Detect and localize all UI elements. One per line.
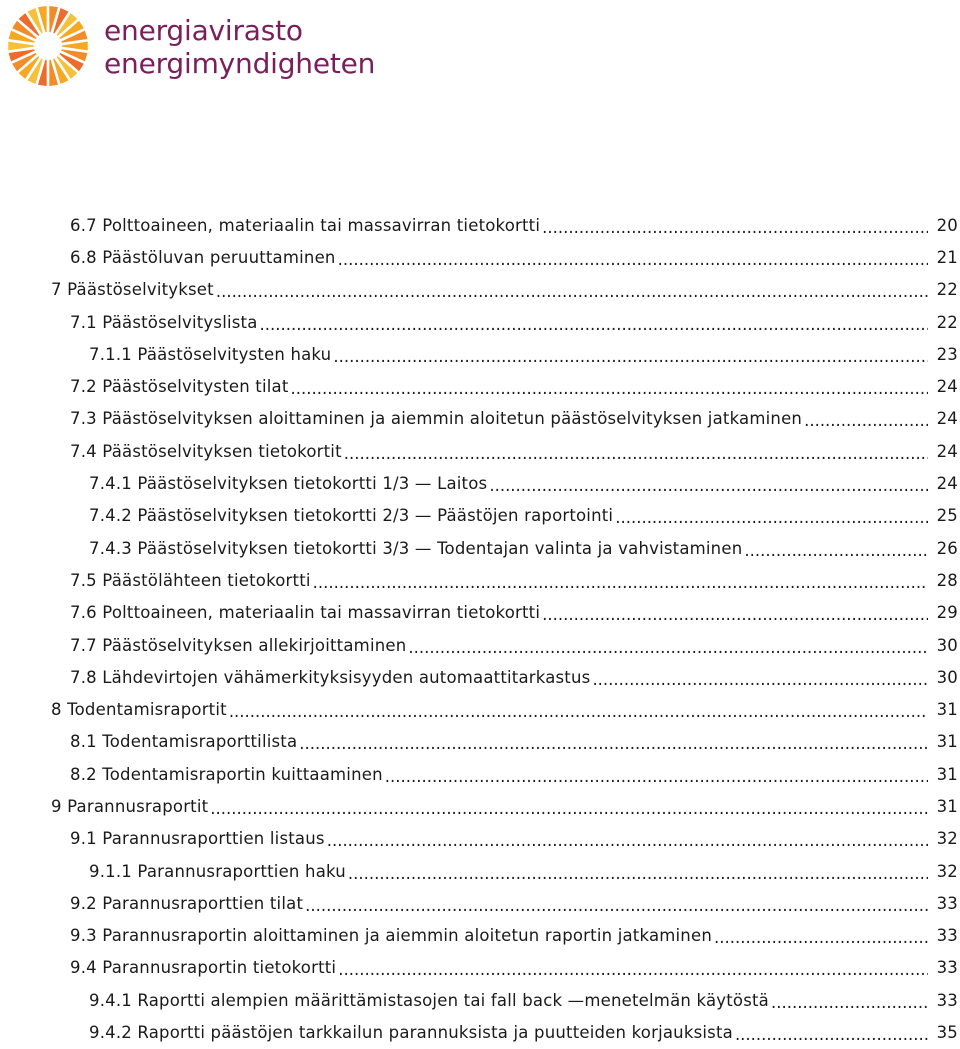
toc-dot-leader (771, 993, 928, 1012)
toc-entry-title: 6.8 Päästöluvan peruuttaminen (70, 247, 336, 267)
toc-dot-leader (385, 767, 928, 786)
page-header (0, 0, 960, 100)
sun-ray (8, 42, 34, 51)
toc-entry-title: 9.4.2 Raportti päästöjen tarkkailun parannuksista ja puutteiden korjauksista (89, 1023, 733, 1043)
toc-entry[interactable] (0, 790, 960, 822)
toc-dot-leader (338, 250, 928, 269)
toc-entry[interactable] (0, 693, 960, 725)
toc-dot-leader (542, 605, 928, 624)
toc-entry[interactable] (0, 532, 960, 564)
organization-logo-text (104, 14, 375, 80)
toc-dot-leader (542, 218, 928, 237)
toc-dot-leader (592, 670, 928, 689)
toc-entry[interactable] (0, 370, 960, 402)
toc-entry-page-number: 30 (936, 635, 958, 655)
toc-entry[interactable] (0, 403, 960, 435)
toc-entry-title: 9.1.1 Parannusraporttien haku (89, 861, 346, 881)
toc-dot-leader (210, 799, 928, 818)
toc-dot-leader (291, 379, 928, 398)
toc-dot-leader (489, 476, 928, 495)
toc-entry-title: 9.2 Parannusraporttien tilat (70, 893, 304, 913)
toc-entry[interactable] (0, 241, 960, 273)
toc-entry-page-number: 21 (936, 247, 958, 267)
toc-entry-title: 9.4 Parannusraportin tietokortti (70, 958, 337, 978)
toc-dot-leader (299, 734, 928, 753)
toc-entry-title: 7.8 Lähdevirtojen vähämerkityksisyyden automaattitarkastus (70, 667, 591, 687)
toc-entry-page-number: 31 (936, 732, 958, 752)
toc-dot-leader (305, 896, 928, 915)
toc-entry-page-number: 24 (936, 409, 958, 429)
toc-dot-leader (333, 347, 928, 366)
toc-entry-page-number: 24 (936, 441, 958, 461)
toc-entry-page-number: 30 (936, 667, 958, 687)
toc-dot-leader (348, 864, 928, 883)
toc-entry-title: 7.1.1 Päästöselvitysten haku (89, 344, 332, 364)
toc-entry-page-number: 33 (936, 926, 958, 946)
toc-dot-leader (744, 541, 928, 560)
toc-entry-page-number: 26 (936, 538, 958, 558)
toc-entry-page-number: 31 (936, 764, 958, 784)
toc-entry-title: 7.2 Päästöselvitysten tilat (70, 377, 289, 397)
toc-entry-page-number: 32 (936, 861, 958, 881)
toc-dot-leader (229, 702, 928, 721)
toc-entry[interactable] (0, 338, 960, 370)
toc-dot-leader (344, 444, 928, 463)
toc-entry-page-number: 25 (936, 506, 958, 526)
toc-dot-leader (327, 831, 928, 850)
toc-entry[interactable] (0, 661, 960, 693)
toc-entry-page-number: 22 (936, 280, 958, 300)
toc-dot-leader (313, 573, 928, 592)
toc-entry[interactable] (0, 887, 960, 919)
logo-line-sv: energimyndigheten (104, 47, 376, 80)
toc-entry[interactable] (0, 435, 960, 467)
toc-entry-page-number: 31 (936, 700, 958, 720)
toc-entry-title: 7.4.3 Päästöselvityksen tietokortti 3/3 — Todentajan valinta ja vahvistaminen (89, 538, 743, 558)
toc-entry-page-number: 20 (936, 215, 958, 235)
sun-ray (62, 42, 88, 51)
toc-entry[interactable] (0, 855, 960, 887)
toc-entry-title: 7.5 Päästölähteen tietokortti (70, 570, 311, 590)
toc-entry-title: 9.1 Parannusraporttien listaus (70, 829, 325, 849)
table-of-contents (0, 209, 960, 1049)
toc-entry-page-number: 33 (936, 958, 958, 978)
toc-entry-page-number: 24 (936, 377, 958, 397)
toc-entry-title: 7.4 Päästöselvityksen tietokortit (70, 441, 342, 461)
toc-entry-title: 7 Päästöselvitykset (51, 280, 214, 300)
toc-dot-leader (216, 282, 928, 301)
toc-entry[interactable] (0, 564, 960, 596)
toc-entry-title: 7.4.1 Päästöselvityksen tietokortti 1/3 — Laitos (89, 474, 488, 494)
toc-dot-leader (615, 508, 928, 527)
toc-dot-leader (408, 638, 928, 657)
toc-entry-page-number: 28 (936, 570, 958, 590)
toc-entry[interactable] (0, 920, 960, 952)
toc-entry[interactable] (0, 1016, 960, 1048)
toc-dot-leader (804, 411, 928, 430)
toc-dot-leader (338, 960, 928, 979)
toc-entry-page-number: 33 (936, 893, 958, 913)
toc-entry[interactable] (0, 209, 960, 241)
toc-entry-title: 9.4.1 Raportti alempien määrittämistasojen tai fall back —menetelmän käytöstä (89, 990, 769, 1010)
toc-entry[interactable] (0, 984, 960, 1016)
toc-dot-leader (714, 928, 928, 947)
toc-entry[interactable] (0, 823, 960, 855)
toc-entry-page-number: 35 (936, 1023, 958, 1043)
toc-entry-title: 7.1 Päästöselvityslista (70, 312, 258, 332)
sun-logo-icon (6, 4, 90, 88)
toc-entry[interactable] (0, 629, 960, 661)
toc-entry-page-number: 24 (936, 474, 958, 494)
toc-entry-title: 8.2 Todentamisraportin kuittaaminen (70, 764, 383, 784)
toc-entry[interactable] (0, 274, 960, 306)
toc-entry[interactable] (0, 726, 960, 758)
sun-center (39, 37, 57, 55)
toc-entry[interactable] (0, 500, 960, 532)
toc-entry-title: 8.1 Todentamisraporttilista (70, 732, 298, 752)
toc-entry-title: 7.7 Päästöselvityksen allekirjoittaminen (70, 635, 407, 655)
toc-entry-title: 8 Todentamisraportit (51, 700, 227, 720)
toc-entry-title: 7.3 Päästöselvityksen aloittaminen ja aiemmin aloitetun päästöselvityksen jatkaminen (70, 409, 803, 429)
toc-entry-title: 9.3 Parannusraportin aloittaminen ja aiemmin aloitetun raportin jatkaminen (70, 926, 712, 946)
toc-entry[interactable] (0, 758, 960, 790)
toc-entry-page-number: 29 (936, 603, 958, 623)
toc-entry-page-number: 31 (936, 796, 958, 816)
toc-entry[interactable] (0, 597, 960, 629)
toc-entry[interactable] (0, 306, 960, 338)
toc-entry-page-number: 22 (936, 312, 958, 332)
toc-entry-page-number: 32 (936, 829, 958, 849)
toc-dot-leader (260, 315, 928, 334)
logo-line-fi: energiavirasto (104, 14, 303, 47)
toc-entry-page-number: 23 (936, 344, 958, 364)
toc-dot-leader (735, 1025, 928, 1044)
toc-entry-page-number: 33 (936, 990, 958, 1010)
toc-entry-title: 7.4.2 Päästöselvityksen tietokortti 2/3 — Päästöjen raportointi (89, 506, 614, 526)
toc-entry-title: 9 Parannusraportit (51, 796, 209, 816)
toc-entry[interactable] (0, 467, 960, 499)
toc-entry-title: 7.6 Polttoaineen, materiaalin tai massavirran tietokortti (70, 603, 541, 623)
toc-entry[interactable] (0, 952, 960, 984)
toc-entry-title: 6.7 Polttoaineen, materiaalin tai massavirran tietokortti (70, 215, 541, 235)
